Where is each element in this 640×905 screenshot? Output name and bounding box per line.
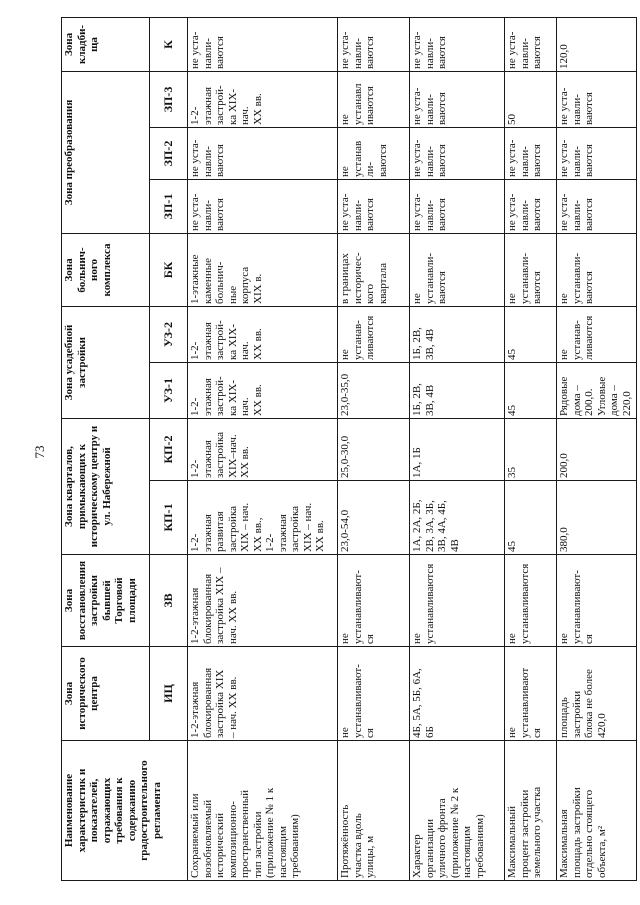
- table-cell: [338, 179, 410, 233]
- cell-text: не уста- навли- ваются: [558, 87, 595, 125]
- cell-text: не устанавливаются: [506, 563, 531, 644]
- table-cell: [410, 418, 505, 480]
- table-cell: [557, 555, 637, 647]
- cell-text: 1-этажные каменные больнич- ные корпуса XIX в.: [189, 254, 264, 304]
- zone-header: [62, 17, 150, 71]
- row-label: [557, 741, 637, 881]
- cell-text: не устанавли- ваются: [558, 252, 595, 304]
- table-cell: [410, 71, 505, 127]
- zone-header-text: Зона кварталов, примыкающих к историческому центру и ул. Набережной: [63, 425, 113, 548]
- table-cell: [338, 306, 410, 362]
- zone-code: УЗ-1: [150, 362, 188, 418]
- cell-text: не уста- навли- ваются: [339, 193, 376, 231]
- row-label-text: Сохраняемый или возобновляемый исторический композиционно- пространственный тип застройки (приложение № 1 к настоящим требованиям): [189, 787, 301, 878]
- table-cell: [505, 71, 557, 127]
- zone-code: БК: [150, 233, 188, 306]
- row-label: [505, 741, 557, 881]
- table-cell: [505, 233, 557, 306]
- row-label-text: Характер организации уличного фронта (приложение № 2 к настоящим требованиям): [411, 787, 486, 878]
- cell-text: не уста- навли- ваются: [339, 31, 376, 69]
- table-cell: [188, 647, 338, 741]
- urban-regulation-table: [61, 17, 637, 881]
- cell-text: не уста- навли- ваются: [506, 31, 543, 69]
- table-cell: [557, 71, 637, 127]
- table-cell: [338, 418, 410, 480]
- cell-text: 380,0: [558, 527, 570, 552]
- table-cell: [557, 306, 637, 362]
- table-cell: [188, 71, 338, 127]
- table-cell: [505, 362, 557, 418]
- table-cell: [188, 555, 338, 647]
- cell-text: 45: [506, 348, 518, 360]
- table-cell: [557, 17, 637, 71]
- cell-text: не устанавливают ся: [506, 667, 543, 738]
- cell-text: не устанав- ливаются: [339, 315, 376, 360]
- table-cell: [188, 306, 338, 362]
- cell-text: не устанавливают- ся: [558, 570, 595, 644]
- table-cell: [188, 233, 338, 306]
- row-label-text: Протяжённость участка вдоль улицы, м: [339, 804, 376, 878]
- cell-text: не уста- навли- ваются: [506, 139, 543, 177]
- zone-header-text: Зона преобразования: [63, 99, 75, 206]
- table-cell: [557, 233, 637, 306]
- table-cell: [557, 481, 637, 555]
- row-label-text: Максимальный процент застройки земельного участка: [506, 786, 543, 878]
- cell-text: 35: [506, 467, 518, 478]
- cell-text: 1-2- этажная застрой- ка XIX- нач. XX вв.: [189, 85, 264, 125]
- zone-header-text: Зона усадебной застройки: [63, 324, 88, 401]
- page-number: 73: [32, 445, 47, 459]
- cell-text: не устанавли- ваются: [411, 252, 448, 304]
- table-cell: [505, 17, 557, 71]
- table-cell: [188, 418, 338, 480]
- zone-code: К: [150, 17, 188, 71]
- table-cell: [410, 362, 505, 418]
- table-cell: [505, 555, 557, 647]
- zone-code: ЗП-2: [150, 127, 188, 179]
- table-cell: [338, 233, 410, 306]
- zone-code: ЗП-1: [150, 179, 188, 233]
- table-cell: [557, 418, 637, 480]
- cell-text: не уста- навли- ваются: [506, 193, 543, 231]
- zone-header-text: Зона больнич- ного комплекса: [63, 243, 113, 297]
- zone-code: УЗ-2: [150, 306, 188, 362]
- row-label: [188, 741, 338, 881]
- table-row: [505, 17, 557, 880]
- table-cell: [410, 481, 505, 555]
- table-cell: [188, 362, 338, 418]
- corner-header-cell: [62, 741, 188, 881]
- zone-header-text: Зона исторического центра: [63, 657, 100, 730]
- table-cell: [338, 555, 410, 647]
- zone-header: [62, 306, 150, 418]
- table-cell: [338, 481, 410, 555]
- cell-text: 50: [506, 113, 518, 125]
- cell-text: не устанавливают- ся: [339, 664, 376, 738]
- zone-code: КП-1: [150, 481, 188, 555]
- table-row: [338, 17, 410, 880]
- table-cell: [188, 179, 338, 233]
- table-cell: [338, 17, 410, 71]
- cell-text: не устанавливают- ся: [339, 570, 376, 644]
- cell-text: Рядовые дома – 200,0. Угловые дома – 220,0: [558, 376, 633, 416]
- cell-text: в границах историчес- кого квартала: [339, 252, 389, 304]
- table-cell: [410, 233, 505, 306]
- cell-text: 1-2- этажная застройка XIX–нач. XX вв.: [189, 432, 251, 478]
- corner-header-text: Наименование характеристик и показателей, отражающих требования к содержанию градостроительного регламента: [63, 760, 163, 861]
- header-row-zones: [62, 17, 150, 880]
- table-cell: [410, 306, 505, 362]
- table-cell: [410, 647, 505, 741]
- zone-header: [62, 555, 150, 647]
- table-cell: [557, 127, 637, 179]
- zone-code: ЗВ: [150, 555, 188, 647]
- table-row: [410, 17, 505, 880]
- cell-text: не уста- навли- ваются: [411, 31, 448, 69]
- cell-text: не уста- навли- ваются: [189, 139, 226, 177]
- cell-text: 1-2- этажная застрой- ка XIX- нач. XX вв.: [189, 376, 264, 416]
- table-cell: [505, 418, 557, 480]
- table-cell: [557, 647, 637, 741]
- cell-text: не устанавли- ваются: [506, 252, 543, 304]
- table-row: [557, 17, 637, 880]
- row-label: [338, 741, 410, 881]
- cell-text: не устанав ли- ваются: [339, 140, 389, 177]
- zone-header: [62, 71, 150, 233]
- cell-text: 1-2- этажная развитая застройка XIX – нач. XX вв., 1-2- этажная застройка XIX – нач. XX вв.: [189, 502, 326, 552]
- cell-text: не уста- навли- ваются: [189, 31, 226, 69]
- table-cell: [557, 362, 637, 418]
- cell-text: 23,0-35,0: [339, 373, 351, 416]
- cell-text: 45: [506, 404, 518, 416]
- table-cell: [410, 127, 505, 179]
- table-cell: [410, 17, 505, 71]
- cell-text: не уста- навли- ваются: [558, 139, 595, 177]
- table-cell: [410, 179, 505, 233]
- table-cell: [338, 71, 410, 127]
- row-label: [410, 741, 505, 881]
- cell-text: 1-2- этажная застрой- ка XIX- нач. XX вв.: [189, 320, 264, 360]
- table-cell: [505, 481, 557, 555]
- cell-text: 25,0-30,0: [339, 435, 351, 478]
- table-cell: [188, 481, 338, 555]
- cell-text: не уста- навли- ваются: [189, 193, 226, 231]
- cell-text: 1-2-этажная блокированная застройка XIX – нач. XX вв.: [189, 667, 239, 738]
- cell-text: не устанав- ливаются: [558, 315, 595, 360]
- table-cell: [505, 306, 557, 362]
- cell-text: не уста- навли- ваются: [411, 193, 448, 231]
- table-cell: [505, 647, 557, 741]
- table-cell: [557, 179, 637, 233]
- cell-text: 1-2-этажная блокированная застройка XIX – нач. XX вв.: [189, 567, 239, 644]
- table-cell: [505, 179, 557, 233]
- cell-text: не устанавливаются: [411, 563, 436, 644]
- table-cell: [188, 127, 338, 179]
- cell-text: 4Б, 5А, 5Б, 6А, 6Б: [411, 668, 436, 738]
- table-cell: [338, 647, 410, 741]
- zone-code: ЗП-3: [150, 71, 188, 127]
- rotated-table-container: [61, 18, 633, 881]
- cell-text: не уста- навли- ваются: [411, 139, 448, 177]
- table-cell: [338, 127, 410, 179]
- table-cell: [410, 555, 505, 647]
- cell-text: 1А, 2А, 2Б, 2В, 3А, 3Б, 3В, 4А, 4Б, 4В: [411, 499, 461, 552]
- zone-code: ИЦ: [150, 647, 188, 741]
- zone-header: [62, 233, 150, 306]
- cell-text: площадь застройки блока не более 420,0: [558, 669, 608, 738]
- cell-text: не устанавл иваются: [339, 83, 376, 125]
- cell-text: 120,0: [558, 44, 570, 69]
- cell-text: 200,0: [558, 453, 570, 478]
- cell-text: 1А, 1Б: [411, 447, 423, 478]
- cell-text: не уста- навли- ваются: [411, 87, 448, 125]
- table-cell: [188, 17, 338, 71]
- cell-text: 23,0-54,0: [339, 509, 351, 552]
- cell-text: 1Б, 2В, 3В, 4В: [411, 383, 436, 416]
- zone-header-text: Зона кладби- ща: [63, 24, 100, 64]
- table-cell: [505, 127, 557, 179]
- table-row: [188, 17, 338, 880]
- zone-header: [62, 647, 150, 741]
- cell-text: 45: [506, 541, 518, 552]
- zone-code: КП-2: [150, 418, 188, 480]
- zone-header: [62, 418, 150, 554]
- table-cell: [338, 362, 410, 418]
- cell-text: не уста- навли- ваются: [558, 193, 595, 231]
- row-label-text: Максимальная площадь застройки отдельно стоящего объекта, м²: [558, 787, 608, 878]
- cell-text: 1Б, 2В, 3В, 4В: [411, 327, 436, 360]
- zone-header-text: Зона восстановления застройки бывшей Торговой площади: [63, 560, 138, 641]
